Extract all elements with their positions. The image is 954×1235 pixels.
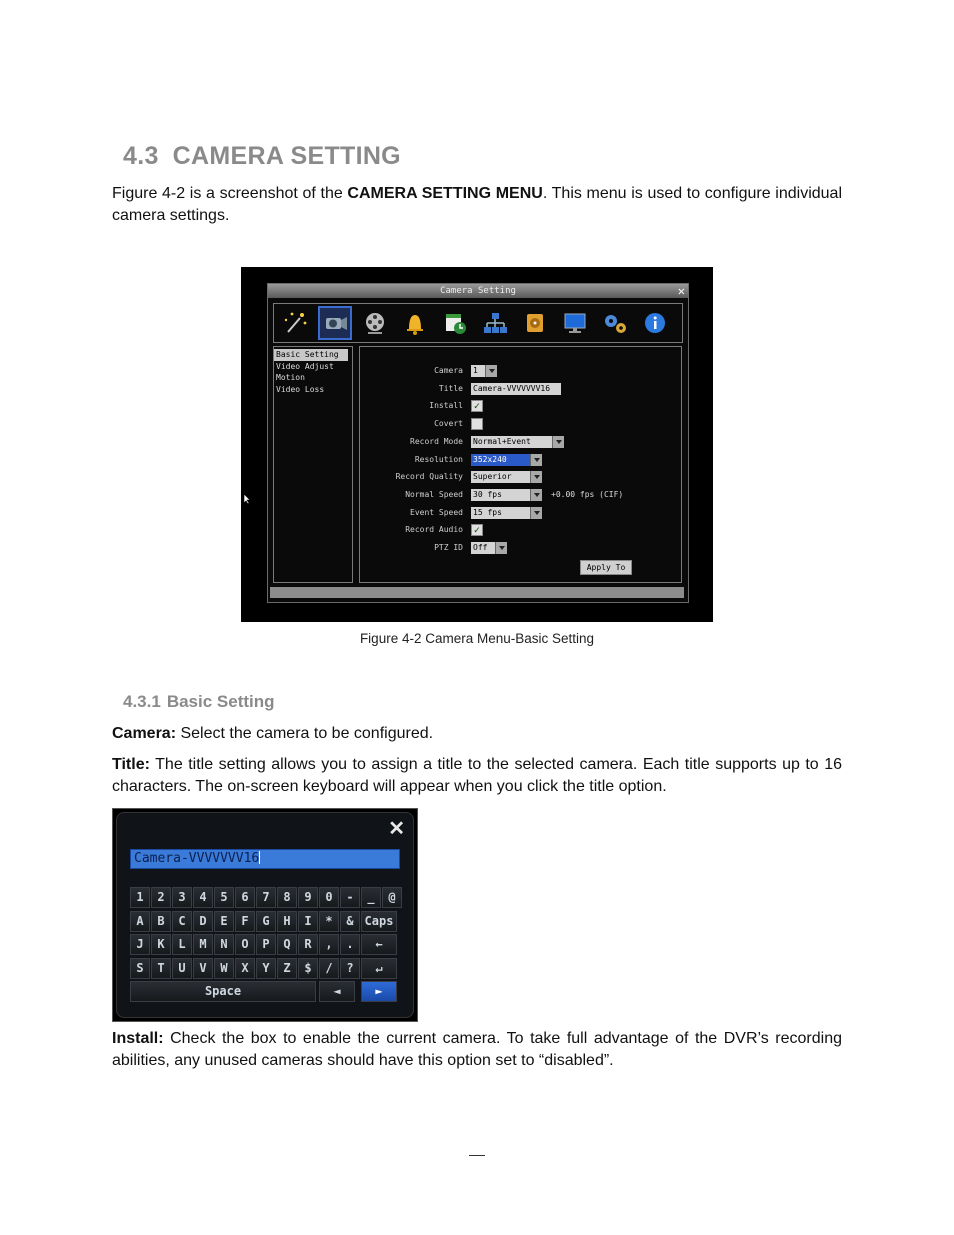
key-slash[interactable]: / bbox=[319, 958, 339, 979]
window-title bbox=[268, 284, 688, 298]
schedule-icon[interactable] bbox=[440, 308, 470, 338]
enter-icon[interactable]: ↵ bbox=[361, 958, 397, 979]
chevron-down-icon[interactable] bbox=[552, 436, 564, 448]
key-period[interactable]: . bbox=[340, 934, 360, 955]
camera-label: Camera bbox=[434, 366, 463, 375]
key-question[interactable]: ? bbox=[340, 958, 360, 979]
normal-speed-label: Normal Speed bbox=[405, 490, 463, 499]
key-9[interactable]: 9 bbox=[298, 887, 318, 908]
normal-speed-select[interactable]: 30 fps bbox=[471, 489, 530, 501]
key-5[interactable]: 5 bbox=[214, 887, 234, 908]
record-audio-row bbox=[360, 523, 681, 537]
covert-row bbox=[360, 417, 681, 431]
key-a[interactable]: A bbox=[130, 911, 150, 932]
key-2[interactable]: 2 bbox=[151, 887, 171, 908]
record-quality-select[interactable]: Superior bbox=[471, 471, 530, 483]
info-icon[interactable] bbox=[640, 308, 670, 338]
chevron-down-icon[interactable] bbox=[530, 507, 542, 519]
key-f[interactable]: F bbox=[235, 911, 255, 932]
event-speed-row bbox=[360, 506, 681, 520]
title-label: Title bbox=[438, 384, 463, 393]
network-icon[interactable] bbox=[480, 308, 510, 338]
key-hyphen[interactable]: - bbox=[340, 887, 360, 908]
disk-icon[interactable] bbox=[520, 308, 550, 338]
key-d[interactable]: D bbox=[193, 911, 213, 932]
key-1[interactable]: 1 bbox=[130, 887, 150, 908]
page-footer-line bbox=[469, 1155, 485, 1156]
camera-icon[interactable] bbox=[320, 308, 350, 338]
camera-select[interactable]: 1 bbox=[471, 365, 485, 377]
toolbar bbox=[273, 303, 683, 343]
backspace-icon[interactable]: ← bbox=[361, 934, 397, 955]
space-button[interactable]: Space bbox=[130, 981, 316, 1002]
camera-paragraph bbox=[112, 723, 842, 745]
monitor-icon[interactable] bbox=[560, 308, 590, 338]
close-icon[interactable]: ✕ bbox=[388, 818, 405, 840]
right-arrow-icon[interactable]: ► bbox=[361, 981, 397, 1002]
menu-item-video-adjust[interactable]: Video Adjust bbox=[276, 361, 334, 371]
gears-icon[interactable] bbox=[600, 308, 630, 338]
camera-setting-screenshot bbox=[241, 267, 713, 622]
record-mode-select[interactable]: Normal+Event bbox=[471, 436, 552, 448]
chevron-down-icon[interactable] bbox=[485, 365, 497, 377]
covert-checkbox[interactable] bbox=[471, 418, 483, 430]
title-paragraph bbox=[112, 754, 842, 798]
record-audio-checkbox[interactable]: ✓ bbox=[471, 524, 483, 536]
key-asterisk[interactable]: * bbox=[319, 911, 339, 932]
key-h[interactable]: H bbox=[277, 911, 297, 932]
record-quality-label: Record Quality bbox=[395, 472, 463, 481]
key-t[interactable]: T bbox=[151, 958, 171, 979]
key-u[interactable]: U bbox=[172, 958, 192, 979]
film-reel-icon[interactable] bbox=[360, 308, 390, 338]
key-ampersand[interactable]: & bbox=[340, 911, 360, 932]
key-j[interactable]: J bbox=[130, 934, 150, 955]
key-k[interactable]: K bbox=[151, 934, 171, 955]
settings-menu bbox=[273, 346, 353, 583]
window-title-text: Camera Setting bbox=[440, 286, 516, 296]
apply-to-button[interactable]: Apply To bbox=[580, 560, 632, 575]
key-m[interactable]: M bbox=[193, 934, 213, 955]
ptz-id-select[interactable]: Off bbox=[471, 542, 495, 554]
intro-paragraph bbox=[112, 183, 842, 227]
record-mode-row bbox=[360, 435, 681, 449]
resolution-select[interactable]: 352x240 bbox=[471, 454, 530, 466]
keyboard-text-input[interactable] bbox=[130, 849, 400, 869]
key-row-5 bbox=[130, 981, 400, 1005]
resolution-row bbox=[360, 453, 681, 467]
key-b[interactable]: B bbox=[151, 911, 171, 932]
key-comma[interactable]: , bbox=[319, 934, 339, 955]
key-row-2 bbox=[130, 911, 400, 935]
install-description: Check the box to enable the current camera. To take full advantage of the DVR’s recording abilities, any unused cameras should have this option set to “disabled”. bbox=[112, 1030, 842, 1069]
key-g[interactable]: G bbox=[256, 911, 276, 932]
ptz-id-label: PTZ ID bbox=[434, 543, 463, 552]
chevron-down-icon[interactable] bbox=[530, 489, 542, 501]
covert-label: Covert bbox=[434, 419, 463, 428]
intro-bold: CAMERA SETTING MENU bbox=[347, 185, 543, 202]
basic-setting-panel bbox=[359, 346, 682, 583]
resolution-label: Resolution bbox=[414, 455, 463, 464]
install-paragraph bbox=[112, 1028, 842, 1072]
key-7[interactable]: 7 bbox=[256, 887, 276, 908]
title-row bbox=[360, 382, 681, 396]
record-quality-row bbox=[360, 470, 681, 484]
key-x[interactable]: X bbox=[235, 958, 255, 979]
section-title: CAMERA SETTING bbox=[172, 142, 401, 170]
title-input[interactable]: Camera-VVVVVVV16 bbox=[471, 383, 561, 395]
event-speed-select[interactable]: 15 fps bbox=[471, 507, 530, 519]
caps-button[interactable]: Caps bbox=[361, 911, 397, 932]
on-screen-keyboard-screenshot bbox=[112, 808, 418, 1022]
key-c[interactable]: C bbox=[172, 911, 192, 932]
chevron-down-icon[interactable] bbox=[530, 454, 542, 466]
key-i[interactable]: I bbox=[298, 911, 318, 932]
camera-row bbox=[360, 364, 681, 378]
record-mode-label: Record Mode bbox=[410, 437, 463, 446]
key-r[interactable]: R bbox=[298, 934, 318, 955]
key-q[interactable]: Q bbox=[277, 934, 297, 955]
key-row-4 bbox=[130, 958, 400, 982]
status-bar bbox=[270, 587, 684, 598]
subsection-title: Basic Setting bbox=[166, 692, 275, 711]
figure-caption: Figure 4-2 Camera Menu-Basic Setting bbox=[359, 631, 595, 646]
camera-description: Select the camera to be configured. bbox=[176, 725, 434, 742]
menu-item-motion[interactable]: Motion bbox=[276, 373, 305, 382]
key-v[interactable]: V bbox=[193, 958, 213, 979]
menu-item-video-loss[interactable]: Video Loss bbox=[276, 384, 325, 394]
title-description: The title setting allows you to assign a title to the selected camera. Each title supports up to 16 characters. The on-screen keyboard will appear when you click the title option. bbox=[112, 756, 842, 795]
normal-speed-note: +0.00 fps (CIF) bbox=[551, 490, 624, 499]
key-row-1 bbox=[130, 887, 400, 911]
key-3[interactable]: 3 bbox=[172, 887, 192, 908]
close-icon[interactable]: ✕ bbox=[677, 284, 685, 298]
keyboard-input-value: Camera-VVVVVVV16 bbox=[134, 851, 260, 866]
on-screen-keyboard bbox=[116, 812, 414, 1018]
key-y[interactable]: Y bbox=[256, 958, 276, 979]
section-number: 4.3 bbox=[123, 142, 159, 170]
key-grid bbox=[130, 887, 400, 1005]
key-0[interactable]: 0 bbox=[319, 887, 339, 908]
key-6[interactable]: 6 bbox=[235, 887, 255, 908]
left-arrow-icon[interactable]: ◄ bbox=[319, 981, 355, 1002]
install-checkbox[interactable]: ✓ bbox=[471, 400, 483, 412]
key-row-3 bbox=[130, 934, 400, 958]
event-speed-label: Event Speed bbox=[410, 508, 463, 517]
chevron-down-icon[interactable] bbox=[495, 542, 507, 554]
intro-text-2: . This menu is used to configure individual camera settings. bbox=[112, 185, 842, 224]
key-4[interactable]: 4 bbox=[193, 887, 213, 908]
install-term: Install: bbox=[112, 1030, 164, 1047]
intro-text-1: Figure 4-2 is a screenshot of the bbox=[112, 185, 348, 202]
key-8[interactable]: 8 bbox=[277, 887, 297, 908]
record-audio-label: Record Audio bbox=[405, 525, 463, 534]
key-z[interactable]: Z bbox=[277, 958, 297, 979]
key-w[interactable]: W bbox=[214, 958, 234, 979]
mouse-pointer-icon bbox=[243, 493, 251, 505]
subsection-heading bbox=[123, 692, 275, 712]
install-label: Install bbox=[429, 401, 463, 410]
menu-item-basic-setting[interactable]: Basic Setting bbox=[274, 349, 348, 361]
camera-setting-window bbox=[267, 283, 689, 603]
text-caret bbox=[259, 851, 260, 864]
key-o[interactable]: O bbox=[235, 934, 255, 955]
key-dollar[interactable]: $ bbox=[298, 958, 318, 979]
title-term: Title: bbox=[112, 756, 150, 773]
key-n[interactable]: N bbox=[214, 934, 234, 955]
normal-speed-row bbox=[360, 488, 681, 502]
key-underscore[interactable]: _ bbox=[361, 887, 381, 908]
subsection-number: 4.3.1 bbox=[123, 692, 161, 711]
key-s[interactable]: S bbox=[130, 958, 150, 979]
camera-term: Camera: bbox=[112, 725, 177, 742]
ptz-id-row bbox=[360, 541, 681, 555]
key-e[interactable]: E bbox=[214, 911, 234, 932]
chevron-down-icon[interactable] bbox=[530, 471, 542, 483]
bell-icon[interactable] bbox=[400, 308, 430, 338]
key-l[interactable]: L bbox=[172, 934, 192, 955]
install-row bbox=[360, 399, 681, 413]
key-p[interactable]: P bbox=[256, 934, 276, 955]
section-heading bbox=[123, 142, 401, 171]
magic-wand-icon[interactable] bbox=[280, 308, 310, 338]
key-at[interactable]: @ bbox=[382, 887, 402, 908]
